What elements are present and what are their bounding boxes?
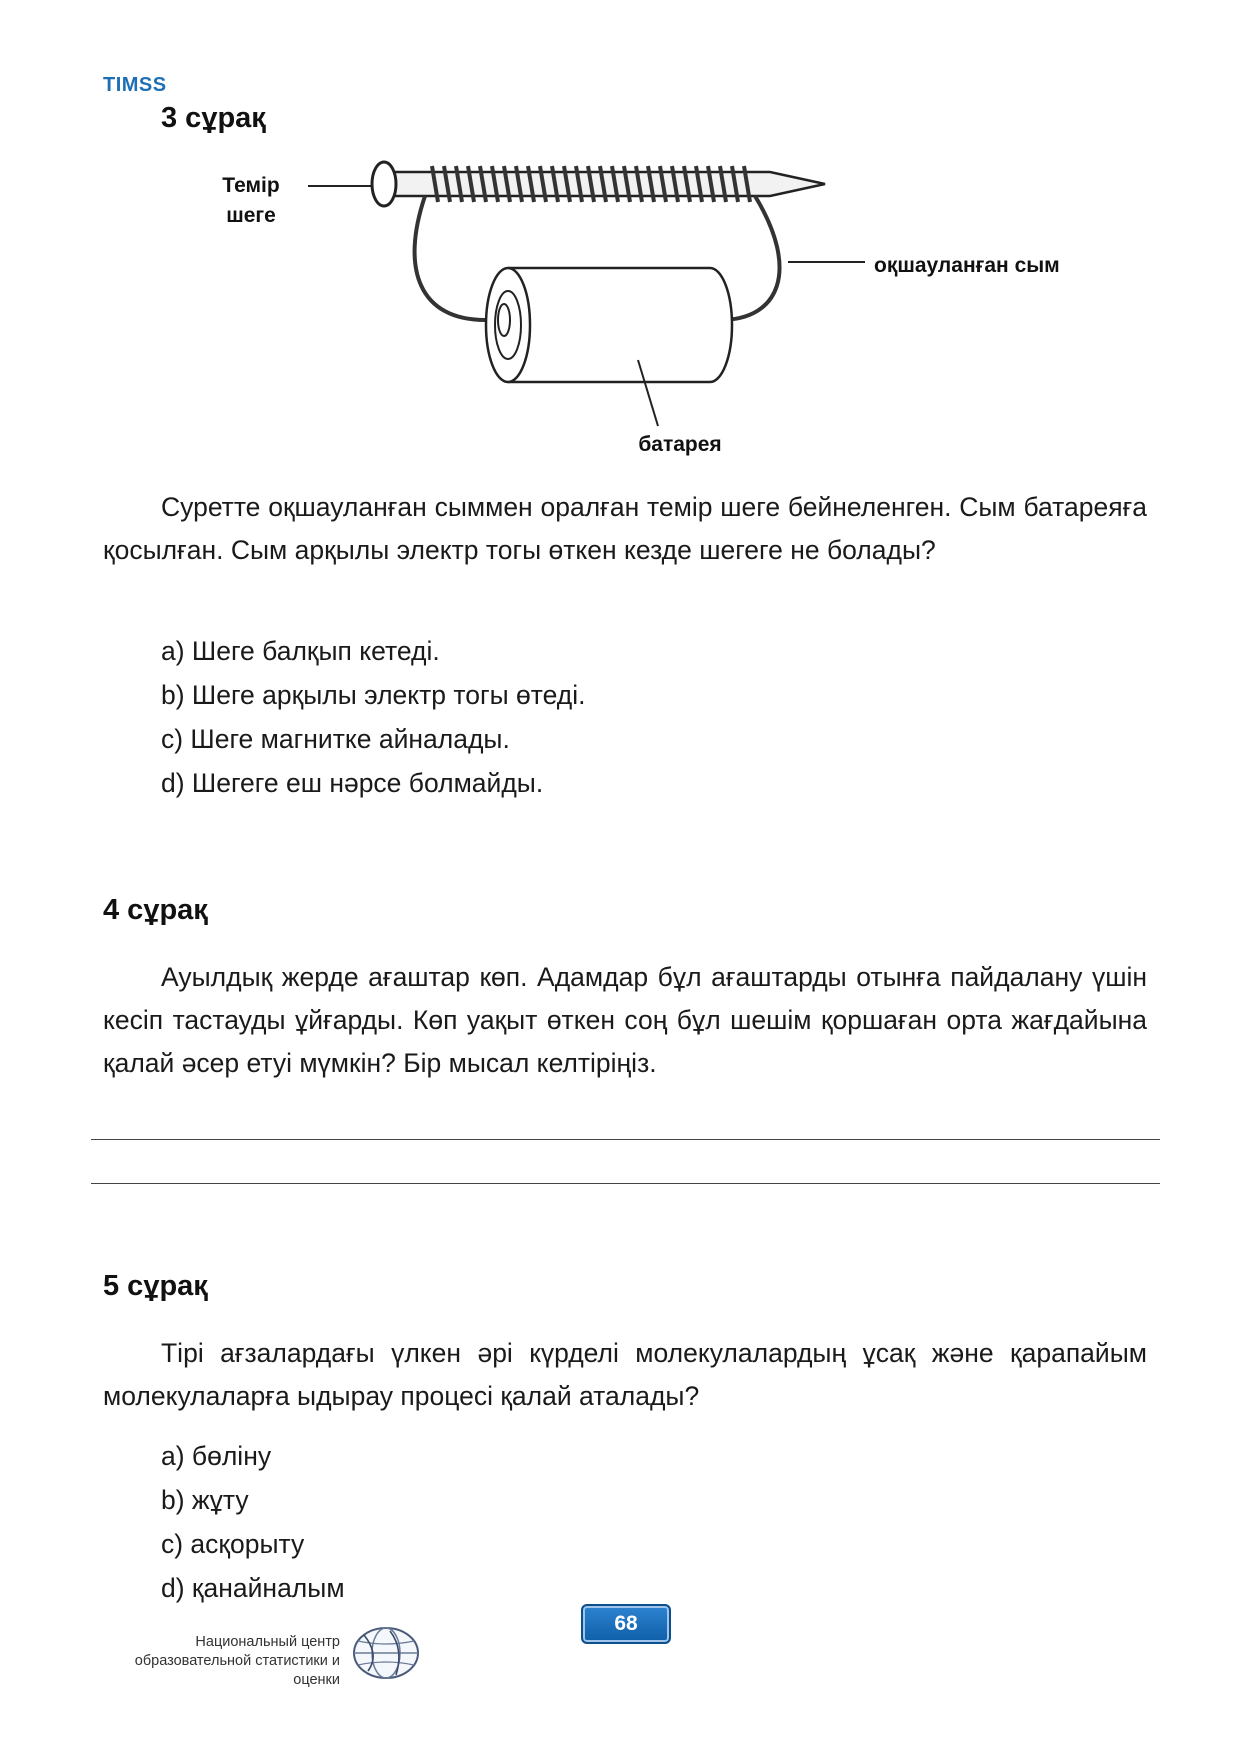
question-5-text: Тірі ағзалардағы үлкен әрі күрделі молекулалардың ұсақ және қарапайым молекулаларға ыдырау процесі қалай аталады? xyxy=(103,1338,1147,1411)
header-tag: TIMSS xyxy=(103,74,167,96)
question-5-title: 5 сұрақ xyxy=(103,1270,208,1302)
figure-label-battery: батарея xyxy=(638,433,722,456)
battery-terminal xyxy=(498,304,510,336)
answer-line-1[interactable] xyxy=(91,1139,1160,1140)
answer-line-2[interactable] xyxy=(91,1183,1160,1184)
q3-option-b[interactable]: b) Шеге арқылы электр тогы өтеді. xyxy=(161,680,586,710)
question-5-options xyxy=(161,1434,345,1610)
q3-option-d[interactable]: d) Шегеге еш нәрсе болмайды. xyxy=(161,768,544,798)
page-number-badge: 68 xyxy=(581,1604,671,1644)
question-4-title: 4 сұрақ xyxy=(103,894,208,926)
q3-option-c[interactable]: c) Шеге магнитке айналады. xyxy=(161,724,510,754)
electromagnet-figure xyxy=(300,150,880,450)
figure-label-wire: оқшауланған сым xyxy=(874,254,1060,277)
question-4-text: Ауылдық жерде ағаштар көп. Адамдар бұл ағаштарды отынға пайдалану үшін кесіп тастауды ұйғарды. Көп уақыт өткен соң бұл шешім қоршаған орта жағдайына қалай әсер етуі мүмкін? Бір мысал келтіріңіз. xyxy=(103,962,1147,1078)
figure-label-nail: Темір шеге xyxy=(222,174,280,227)
wire-left xyxy=(415,196,485,320)
question-3-title: 3 сұрақ xyxy=(161,102,266,134)
nail-head xyxy=(372,162,396,206)
q5-option-c[interactable]: c) асқорыту xyxy=(161,1529,305,1559)
globe-logo-icon xyxy=(350,1625,422,1681)
battery-body xyxy=(508,268,732,382)
q5-option-b[interactable]: b) жұту xyxy=(161,1485,249,1515)
q3-option-a[interactable]: a) Шеге балқып кетеді. xyxy=(161,636,440,666)
question-3-options xyxy=(161,629,586,805)
footer-organization: Национальный центр образовательной статистики и оценки xyxy=(134,1634,340,1688)
q5-option-a[interactable]: a) бөліну xyxy=(161,1441,272,1471)
question-3-text: Суретте оқшауланған сыммен оралған темір шеге бейнеленген. Сым батареяға қосылған. Сым арқылы электр тогы өткен кезде шегеге не болады? xyxy=(103,492,1147,565)
q5-option-d[interactable]: d) қанайналым xyxy=(161,1573,345,1603)
